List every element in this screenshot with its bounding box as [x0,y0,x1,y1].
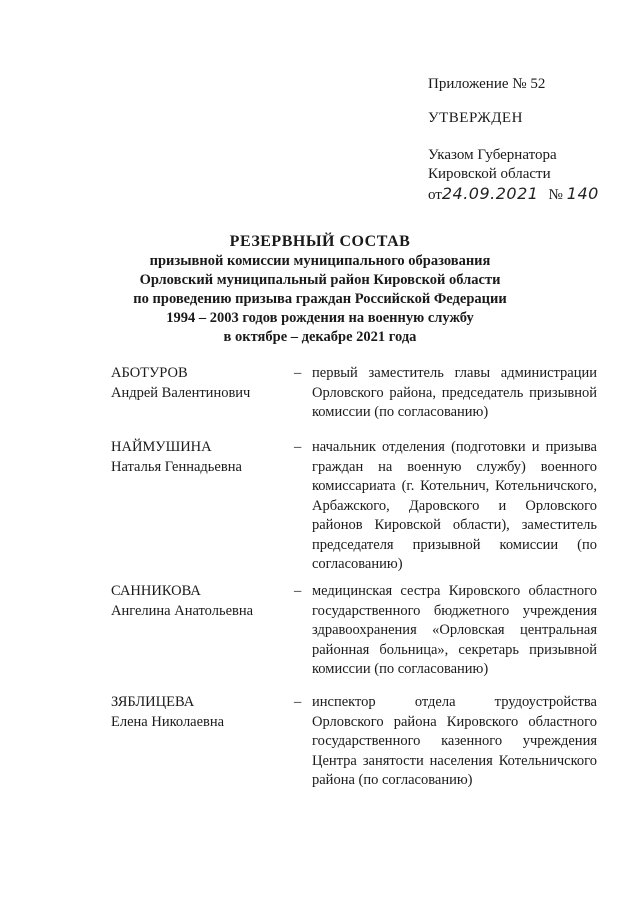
member-role: медицинская сестра Кировского областного государственного бюджетного учреждения здравоохранения «Орловская центральная районная больница», секретарь призывной комиссии (по согласованию) [312,583,597,677]
member-surname: САННИКОВА [111,583,201,599]
appendix-label: Приложение № 52 [428,76,546,92]
member-person [111,438,281,477]
handwritten-number: 140 [566,184,599,203]
title-main: РЕЗЕРВНЫЙ СОСТАВ [229,233,411,250]
member-dash: – [294,583,302,599]
member-role: первый заместитель главы администрации Орловского района, председатель призывной комиссии (по согласованию) [312,365,597,420]
member-dash: – [294,365,302,381]
decree-reference [428,146,628,205]
member-surname: ЗЯБЛИЦЕВА [111,694,195,710]
member-dash: – [294,694,302,710]
member-dash: – [294,439,302,455]
decree-line-2: Кировской области [428,166,551,182]
decree-date-line [428,184,628,205]
handwritten-date: 24.09.2021 [441,184,539,203]
member-person [111,582,281,621]
member-role: инспектор отдела трудоустройства Орловского района Кировского областного государственного казенного учреждения Центра занятости населения Котельничского района (по согласованию) [312,694,597,788]
member-person [111,693,281,732]
date-prefix: от [428,187,442,203]
title-line-2: Орловский муниципальный район Кировской области [139,272,501,288]
member-given-name: Ангелина Анатольевна [111,602,254,619]
member-surname: АБОТУРОВ [111,365,188,381]
member-surname: НАЙМУШИНА [111,439,212,455]
number-sign: № [548,187,563,203]
title-line-1: призывной комиссии муниципального образования [149,253,491,269]
approved-label: УТВЕРЖДЕН [428,110,523,126]
member-given-name: Андрей Валентинович [111,384,251,401]
title-line-3: по проведению призыва граждан Российской Федерации [133,291,507,307]
document-title [100,231,540,347]
member-given-name: Елена Николаевна [111,713,225,730]
member-role: начальник отделения (подготовки и призыва граждан на военную службу) военного комиссариата (г. Котельнич, Котельничского, Арбажского, Даровского и Орловского районов Кировской области), заместитель председателя призывной комиссии (по согласованию) [312,439,597,572]
title-line-4: 1994 – 2003 годов рождения на военную службу [166,310,474,326]
decree-line-1: Указом Губернатора [428,147,557,163]
title-line-5: в октябре – декабре 2021 года [223,329,417,345]
member-given-name: Наталья Геннадьевна [111,458,242,475]
member-person [111,364,281,403]
